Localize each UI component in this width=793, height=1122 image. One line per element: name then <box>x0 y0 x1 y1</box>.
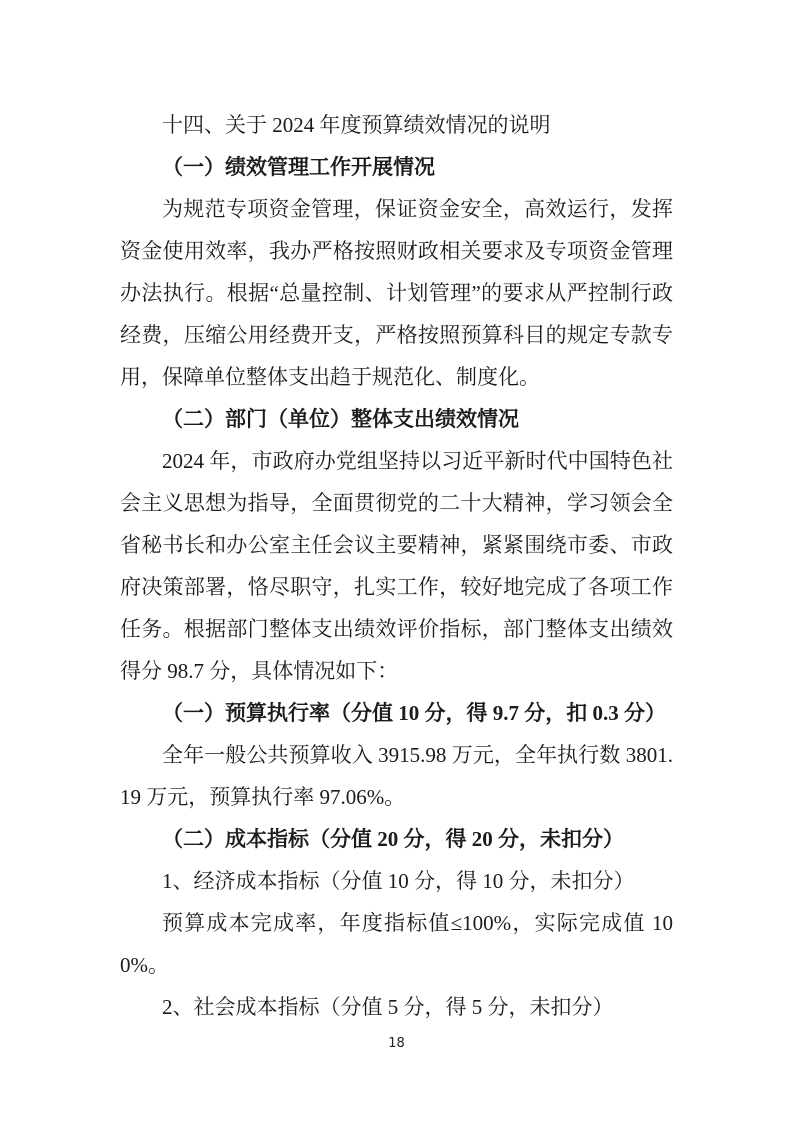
para-social-cost-indicator: 2、社会成本指标（分值 5 分，得 5 分，未扣分） <box>162 995 614 1019</box>
heading-budget-execution-rate: （一）预算执行率（分值 10 分，得 9.7 分，扣 0.3 分） <box>162 701 666 725</box>
section-14-title: 十四、关于 2024 年度预算绩效情况的说明 <box>162 113 551 137</box>
para-budget-execution-detail: 全年一般公共预算收入 3915.98 万元，全年执行数 3801.19 万元，预算执行率 97.06%。 <box>120 743 673 809</box>
para-fund-management: 为规范专项资金管理，保证资金安全，高效运行，发挥资金使用效率，我办严格按照财政相关要求及专项资金管理办法执行。根据“总量控制、计划管理”的要求从严控制行政经费，压缩公用经费开支，严格按照预算科目的规定专款专用，保障单位整体支出趋于规范化、制度化。 <box>120 197 673 389</box>
page-number: 18 <box>388 1036 405 1051</box>
heading-overall-expenditure: （二）部门（单位）整体支出绩效情况 <box>162 407 519 431</box>
document-body <box>120 104 673 1028</box>
para-2024-overview: 2024 年，市政府办党组坚持以习近平新时代中国特色社会主义思想为指导，全面贯彻党的二十大精神，学习领会全省秘书长和办公室主任会议主要精神，紧紧围绕市委、市政府决策部署，恪尽职守，扎实工作，较好地完成了各项工作任务。根据部门整体支出绩效评价指标，部门整体支出绩效得分 98.7 分，具体情况如下： <box>120 449 673 683</box>
heading-performance-work: （一）绩效管理工作开展情况 <box>162 155 435 179</box>
para-economic-cost-indicator: 1、经济成本指标（分值 10 分，得 10 分，未扣分） <box>162 869 635 893</box>
heading-cost-indicator: （二）成本指标（分值 20 分，得 20 分，未扣分） <box>162 827 624 851</box>
para-budget-cost-completion: 预算成本完成率，年度指标值≤100%，实际完成值 100%。 <box>120 911 673 977</box>
